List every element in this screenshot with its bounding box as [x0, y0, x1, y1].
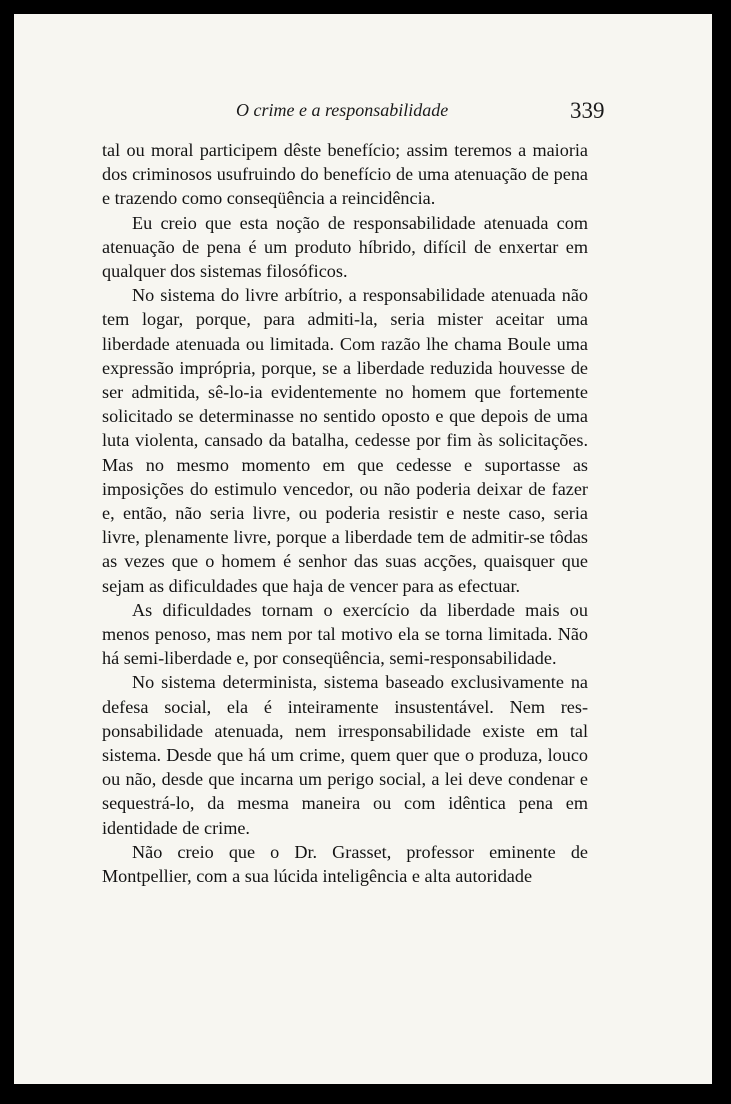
running-title: O crime e a responsabilidade — [236, 100, 449, 120]
page-number: 339 — [570, 98, 605, 123]
paragraph-5: No sistema determinista, sistema baseado exclusivamente na defesa social, ela é inteiramente insustentável. Nem responsabilidade atenuada, nem irresponsabilidade existe em tal sistema. Desde que há um crime, quem quer que o produza, louco ou não, desde que incarna um perigo social, a lei deve condenar e sequestrá-lo, da mesma maneira ou com idêntica pena em identidade de crime. — [102, 672, 588, 838]
paragraph-4: As dificuldades tornam o exercício da liberdade mais ou menos penoso, mas nem por tal motivo ela se torna limitada. Não há semi-liberdade e, por conseqüência, semi-responsabilidade. — [102, 599, 588, 669]
paragraph-1: tal ou moral participem dêste benefício; assim teremos a maioria dos criminosos usufruindo do benefício de uma atenuação de pena e trazendo como conseqüência a reincidência. — [102, 140, 588, 209]
book-page — [14, 14, 712, 1084]
body-text — [102, 138, 588, 888]
page-header — [14, 94, 712, 134]
paragraph-6: Não creio que o Dr. Grasset, professor eminente de Montpellier, com a sua lúcida inteligência e alta autoridade — [102, 841, 588, 887]
paragraph-3: No sistema do livre arbítrio, a responsabilidade atenuada não tem logar, porque, para admiti-la, seria mister aceitar uma liberdade atenuada ou limitada. Com razão lhe chama Boule uma expressão imprópria, porque, se a liberdade reduzida houvesse de ser admitida, sê-lo-ia evidentemente no homem que fortemente solicitado se determinasse no sentido oposto e que depois de uma luta violenta, cansado da batalha, cedesse por fim às solicitações. Mas no mesmo momento em que cedesse e suportasse as imposições do estimulo vencedor, ou não poderia deixar de fazer e, então, não seria livre, ou poderia resistir e neste caso, seria livre, plenamente livre, porque a liberdade tem de admitir-se tôdas as vezes que o homem é senhor das suas acções, quaisquer que sejam as dificuldades que haja de vencer para as efectuar. — [102, 285, 588, 596]
paragraph-2: Eu creio que esta noção de responsabilidade atenuada com atenuação de pena é um produto híbrido, difícil de enxertar em qualquer dos sistemas filosóficos. — [102, 212, 588, 282]
